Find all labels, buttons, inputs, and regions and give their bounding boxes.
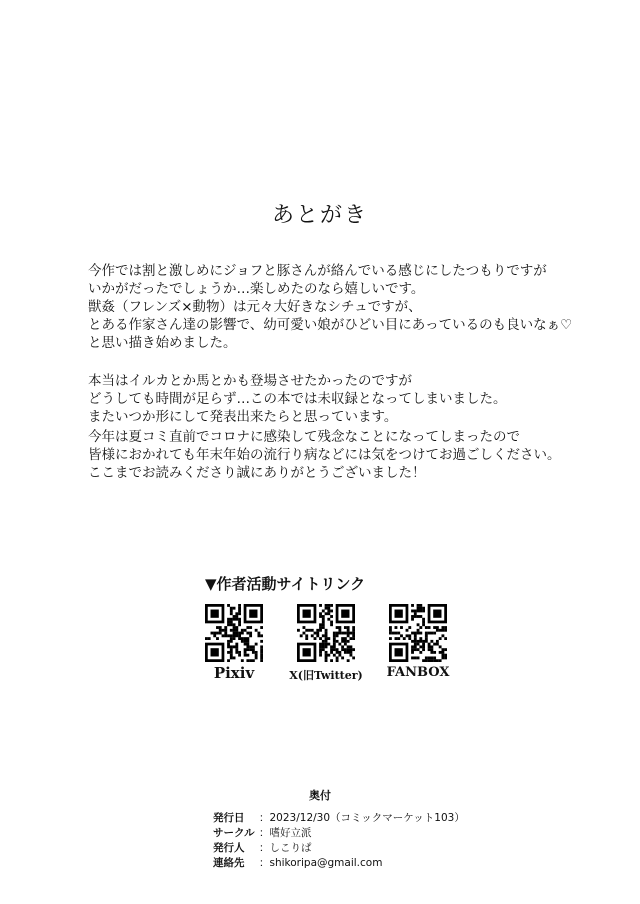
colophon-key: 発行人 (213, 842, 245, 854)
twitter-label: X(旧Twitter) (289, 669, 363, 682)
paragraph-2 (88, 372, 588, 426)
colophon-table (213, 811, 465, 871)
paragraph-line: 今作では割と激しめにジョフと豚さんが絡んでいる感じにしたつもりですが (88, 263, 547, 279)
paragraph-3 (88, 428, 588, 482)
colophon-row (213, 811, 465, 826)
paragraph-line: いかがだったでしょうか…楽しめたのなら嬉しいです。 (88, 281, 425, 297)
paragraph-line: 今年は夏コミ直前でコロナに感染して残念なことになってしまったので (88, 429, 520, 445)
colophon-row (213, 856, 465, 871)
paragraph-line: 皆様におかれても年末年始の流行り病などには気をつけてお過ごしください。 (88, 447, 561, 463)
paragraph-line: ここまでお読みくださり誠にありがとうございました！ (88, 465, 426, 481)
colophon-value: ：しこりぱ (259, 842, 312, 854)
twitter-qr-code-icon[interactable] (297, 604, 355, 662)
colophon-key: サークル (213, 827, 255, 839)
paragraph-line: 本当はイルカとか馬とかも登場させたかったのですが (88, 373, 412, 389)
paragraph-line: 獣姦（フレンズ×動物）は元々大好きなシチュですが、 (88, 299, 422, 315)
colophon-value: ：2023/12/30（コミックマーケット103） (259, 812, 465, 824)
pixiv-qr-code-icon[interactable] (205, 604, 263, 662)
fanbox-label: FANBOX (386, 665, 450, 680)
paragraph-1 (88, 262, 588, 352)
pixiv-label: Pixiv (213, 664, 255, 682)
colophon-row (213, 826, 465, 841)
links-heading: ▼作者活動サイトリンク (205, 575, 366, 593)
colophon-value: ：嗜好立派 (259, 827, 312, 839)
paragraph-line: どうしても時間が足らず…この本では未収録となってしまいました。 (88, 391, 507, 407)
paragraph-line: とある作家さん達の影響で、幼可愛い娘がひどい目にあっているのも良いなぁ♡ (88, 317, 573, 333)
colophon-title: 奥付 (309, 789, 331, 802)
colophon-key: 発行日 (213, 812, 245, 824)
colophon-row (213, 841, 465, 856)
paragraph-line: またいつか形にして発表出来たらと思っています。 (88, 409, 398, 425)
colophon-key: 連絡先 (213, 857, 245, 869)
colophon-value: ：shikoripa@gmail.com (259, 857, 383, 869)
paragraph-line: と思い描き始めました。 (88, 335, 237, 351)
fanbox-qr-code-icon[interactable] (389, 604, 447, 662)
afterword-title: あとがき (271, 203, 368, 228)
